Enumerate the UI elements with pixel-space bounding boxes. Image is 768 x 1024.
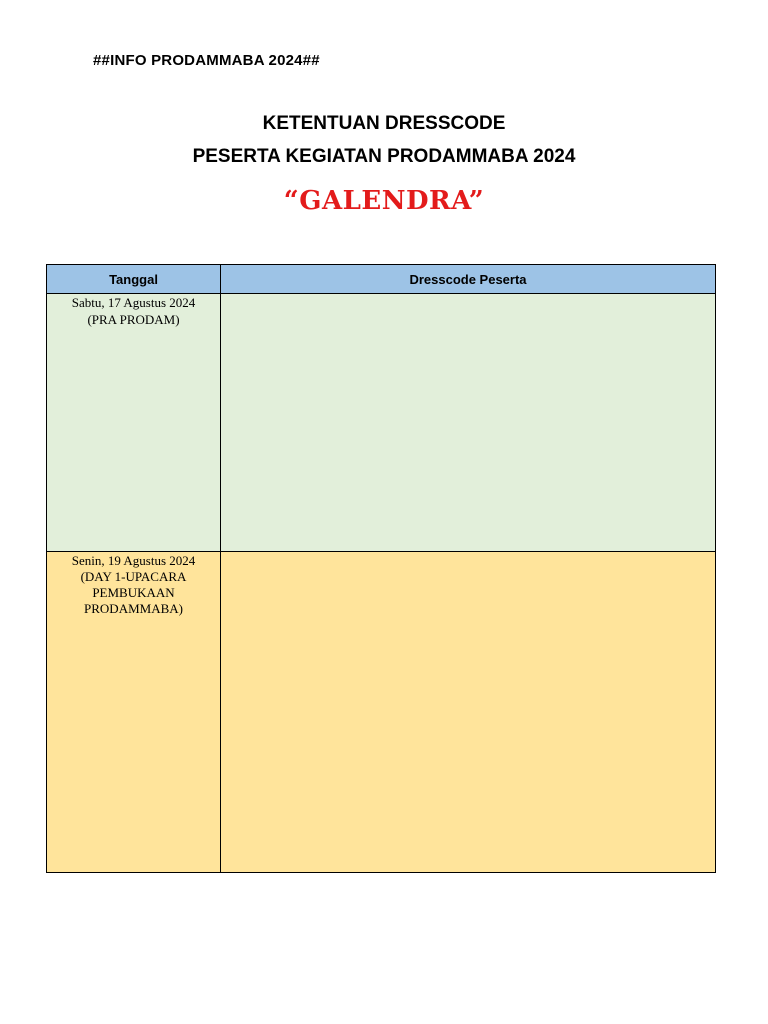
- theme-name: “GALENDRA”: [283, 186, 485, 216]
- document-title: KETENTUAN DRESSCODE: [262, 113, 506, 134]
- table-row: [47, 294, 716, 552]
- table-header-row: [47, 265, 716, 294]
- table-row: [47, 552, 716, 873]
- date-text: Senin, 19 Agustus 2024: [71, 553, 196, 568]
- date-text: Sabtu, 17 Agustus 2024: [71, 295, 196, 310]
- dresscode-cell: [221, 294, 716, 552]
- dresscode-table: [46, 264, 716, 873]
- dresscode-cell: [221, 552, 716, 873]
- column-header-tanggal: Tanggal: [47, 265, 221, 294]
- event-text: (DAY 1-UPACARA PEMBUKAAN PRODAMMABA): [80, 569, 187, 616]
- date-cell: [47, 552, 221, 873]
- document-subtitle: PESERTA KEGIATAN PRODAMMABA 2024: [192, 146, 576, 167]
- date-cell: [47, 294, 221, 552]
- event-text: (PRA PRODAM): [87, 312, 180, 327]
- column-header-dresscode: Dresscode Peserta: [221, 265, 716, 294]
- info-line: ##INFO PRODAMMABA 2024##: [93, 52, 320, 69]
